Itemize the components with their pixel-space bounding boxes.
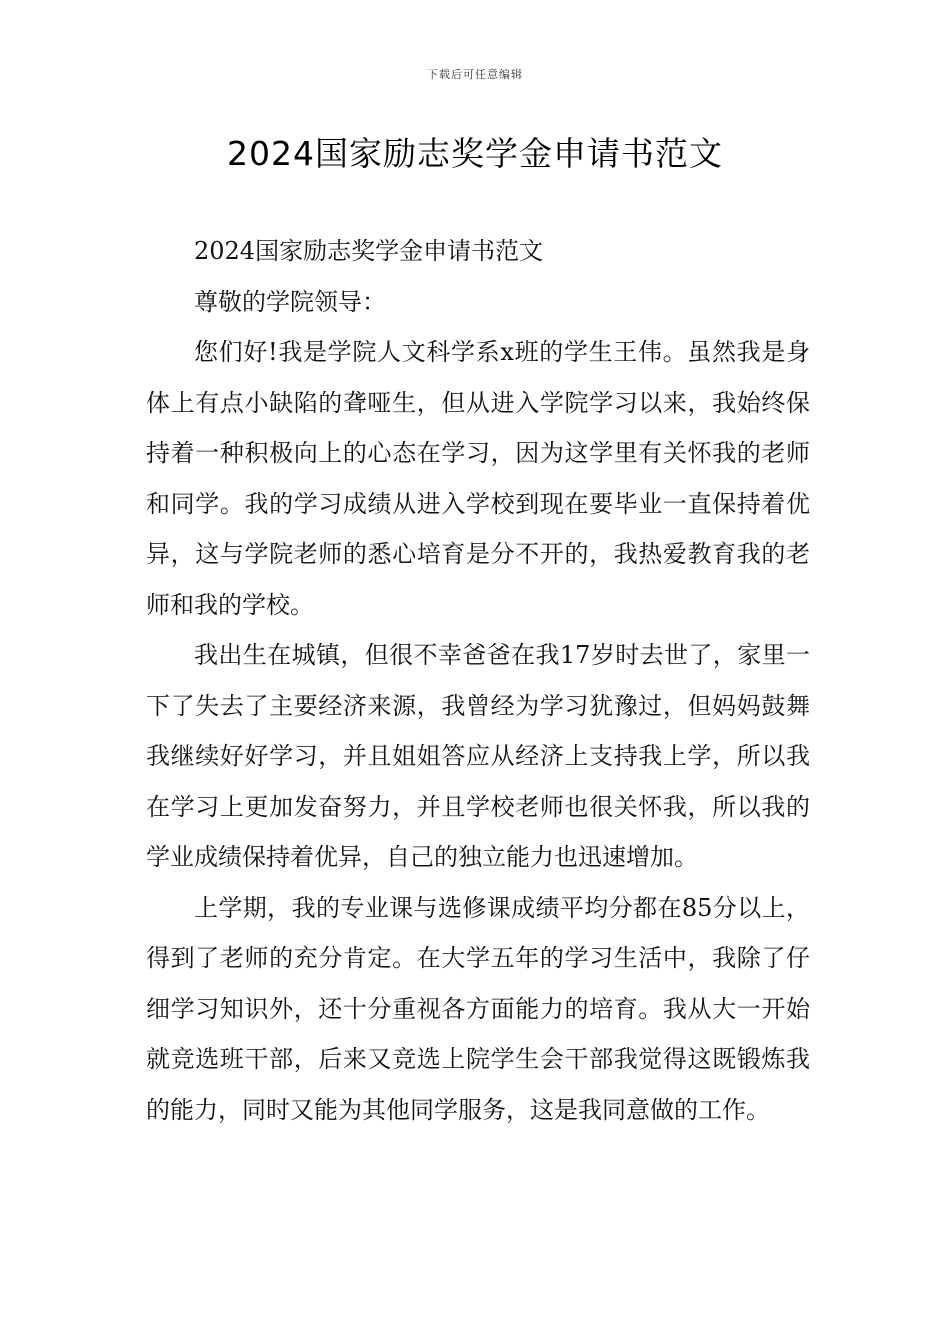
body-paragraph: 您们好!我是学院人文科学系x班的学生王伟。虽然我是身体上有点小缺陷的聋哑生，但从进入学院学习以来，我始终保持着一种积极向上的心态在学习，因为这学里有关怀我的老师和同学。我的学习成绩从进入学校到现在要毕业一直保持着优异，这与学院老师的悉心培育是分不开的，我热爱教育我的老师和我的学校。 [146,338,810,619]
body-paragraph: 上学期，我的专业课与选修课成绩平均分都在85分以上，得到了老师的充分肯定。在大学五年的学习生活中，我除了仔细学习知识外，还十分重视各方面能力的培育。我从大一开始就竞选班干部，后来又竞选上院学生会干部我觉得这既锻炼我的能力，同时又能为其他同学服务，这是我同意做的工作。 [146,893,810,1124]
document-body [146,226,810,1135]
document-title: 2024国家励志奖学金申请书范文 [227,134,723,173]
body-paragraph-subtitle: 2024国家励志奖学金申请书范文 [194,237,544,265]
header-note: 下载后可任意编辑 [427,68,523,81]
body-paragraph-salutation: 尊敬的学院领导： [194,287,386,316]
body-paragraph: 我出生在城镇，但很不幸爸爸在我17岁时去世了，家里一下了失去了主要经济来源，我曾经为学习犹豫过，但妈妈鼓舞我继续好好学习，并且姐姐答应从经济上支持我上学，所以我在学习上更加发奋努力，并且学校老师也很关怀我，所以我的学业成绩保持着优异，自己的独立能力也迅速增加。 [146,641,810,871]
